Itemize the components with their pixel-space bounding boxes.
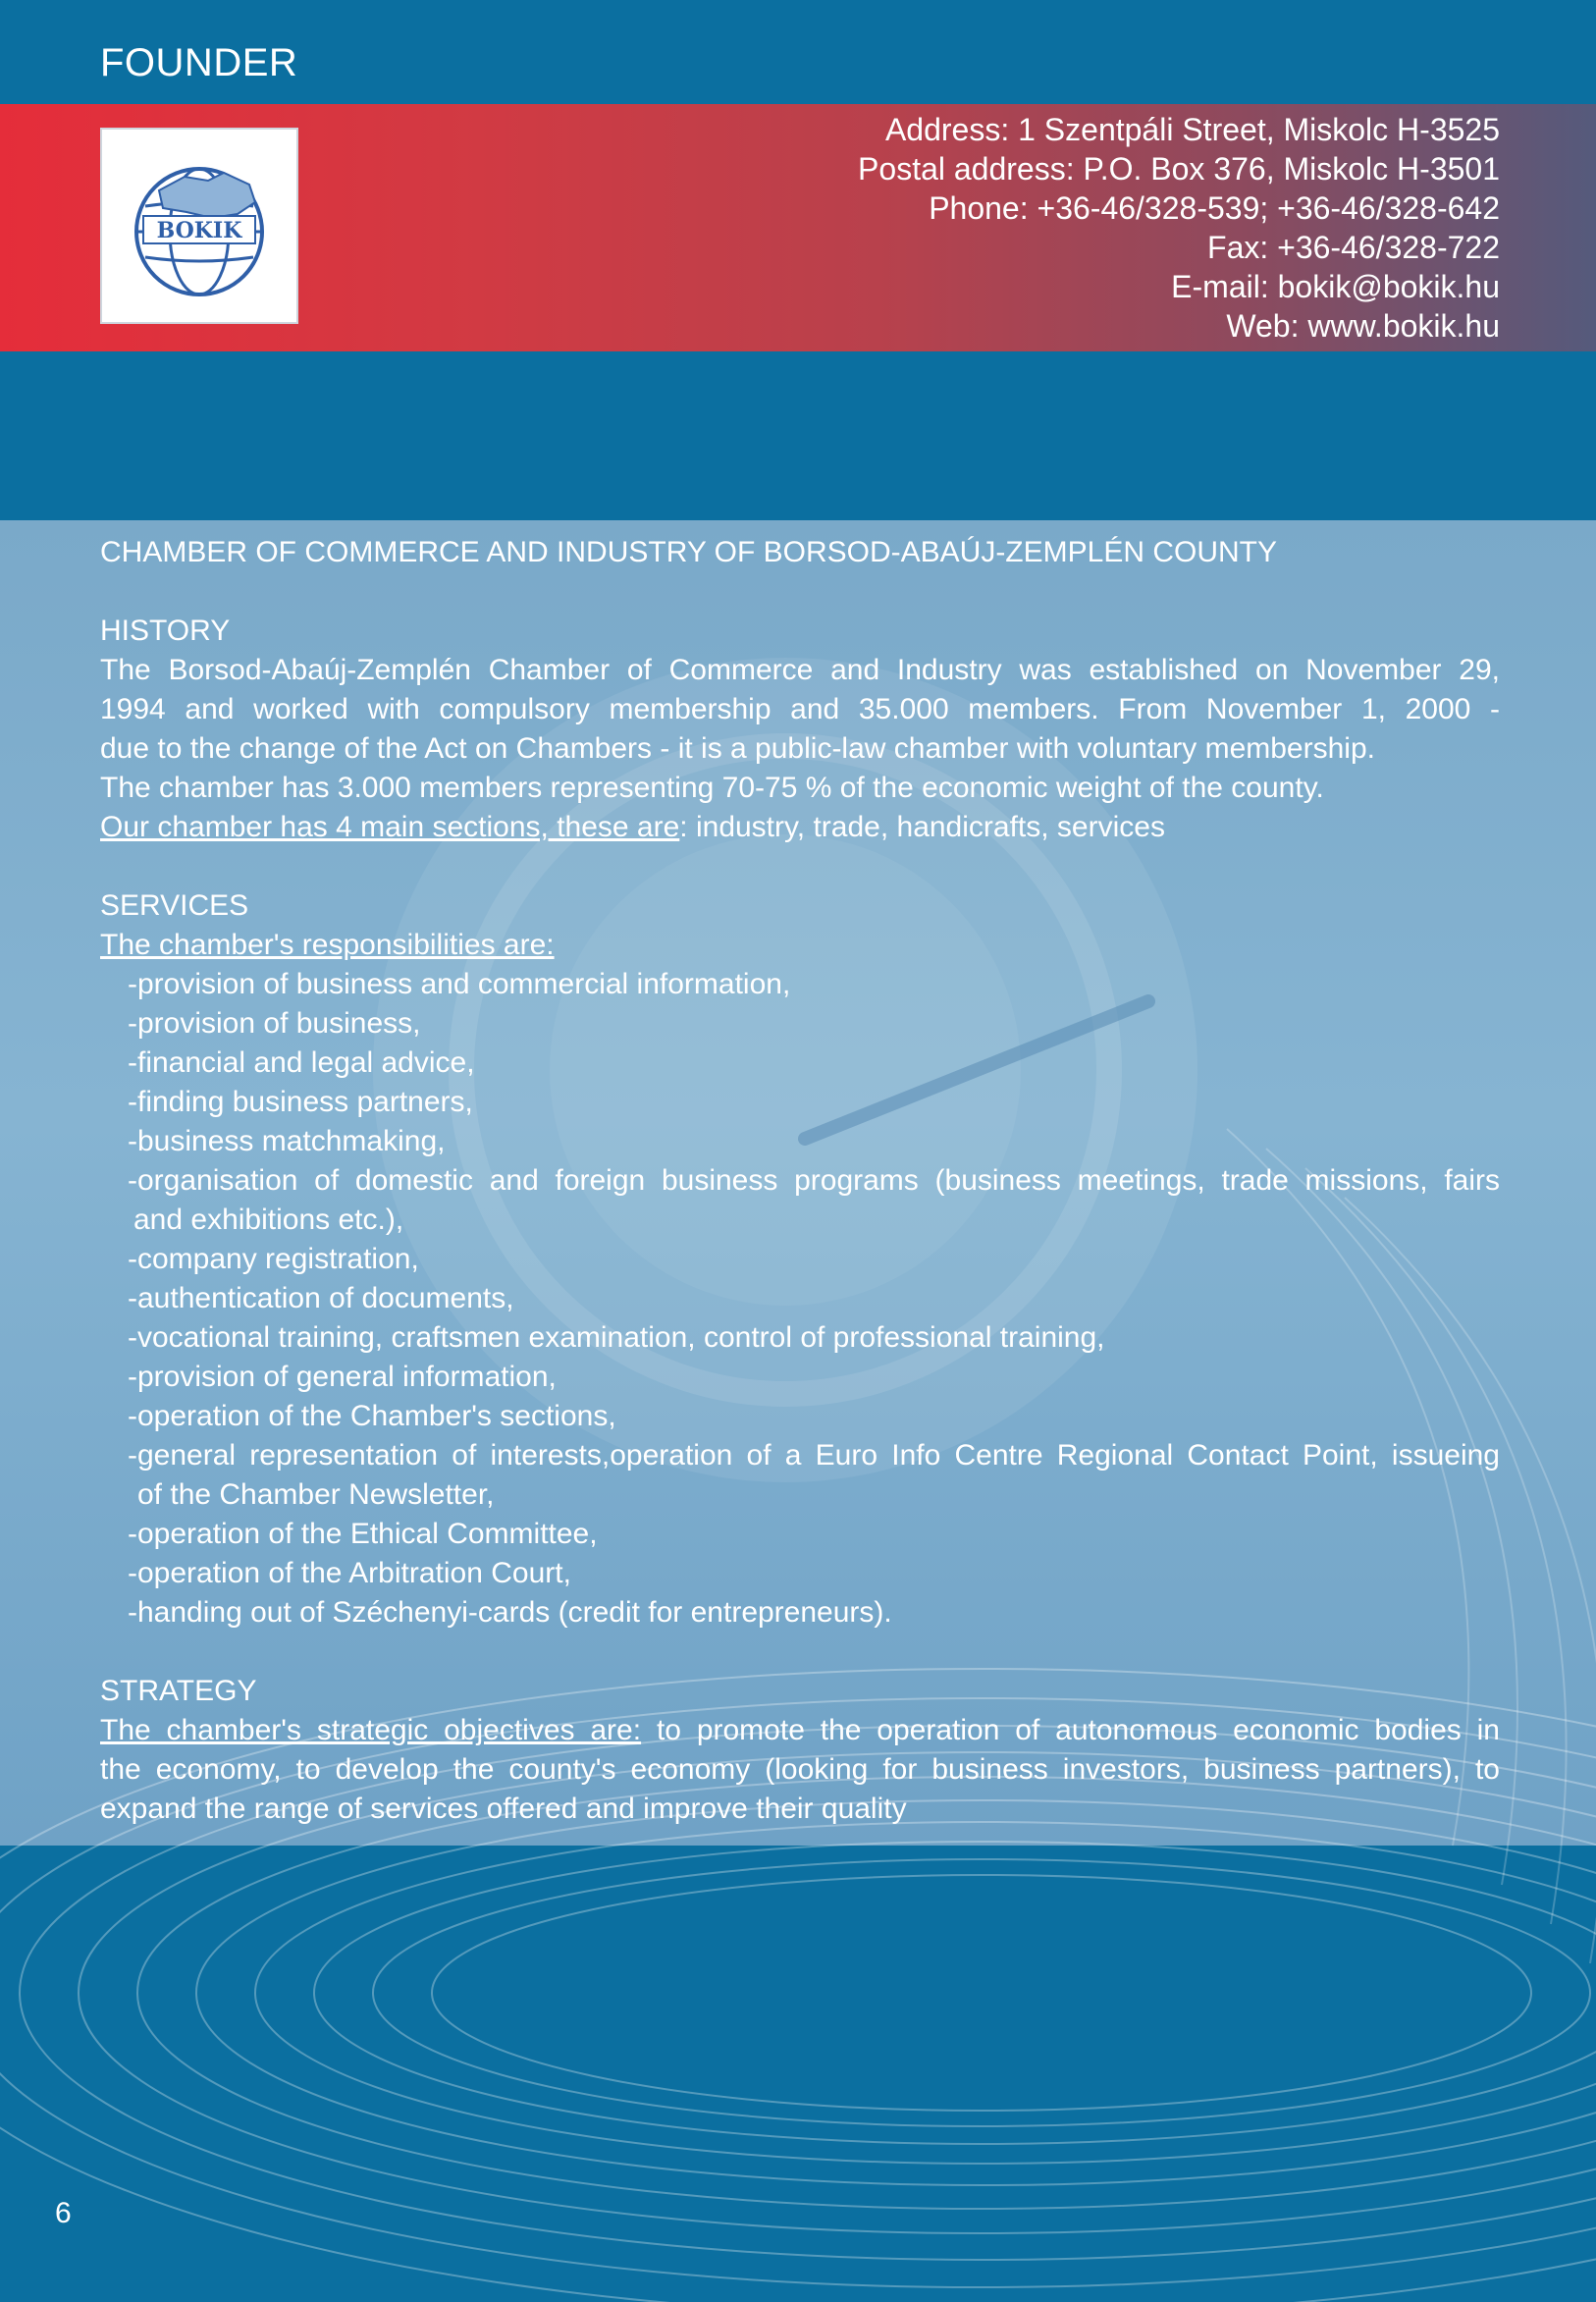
service-item: -provision of business, [128, 1007, 421, 1040]
service-item-continued: of the Chamber Newsletter, [137, 1478, 495, 1511]
service-item-continued: and exhibitions etc.), [133, 1204, 404, 1236]
service-item: -organisation of domestic and foreign business programs (business meetings, trade missions, fairs [128, 1164, 1500, 1197]
strategy-line-2: the economy, to develop the county's economy (looking for business investors, business partners), to [100, 1753, 1500, 1786]
contact-postal: Postal address: P.O. Box 376, Miskolc H-3501 [858, 151, 1500, 187]
service-item: -authentication of documents, [128, 1282, 514, 1314]
sections-list: : industry, trade, handicrafts, services [679, 811, 1165, 843]
contact-web[interactable]: Web: www.bokik.hu [1226, 308, 1500, 344]
sections-intro: Our chamber has 4 main sections, these are [100, 811, 680, 843]
history-line-1: The Borsod-Abaúj-Zemplén Chamber of Commerce and Industry was established on November 29, [100, 654, 1500, 686]
history-line-4: The chamber has 3.000 members representing 70-75 % of the economic weight of the county. [100, 772, 1324, 804]
strategy-line-1 [100, 1711, 1500, 1750]
history-line-2: 1994 and worked with compulsory membership and 35.000 members. From November 1, 2000 - [100, 693, 1500, 725]
service-item: -general representation of interests,operation of a Euro Info Centre Regional Contact Point, issueing [128, 1439, 1500, 1472]
globe-logo-icon [102, 130, 296, 322]
services-intro: The chamber's responsibilities are: [100, 929, 555, 961]
service-item: -vocational training, craftsmen examination, control of professional training, [128, 1321, 1105, 1354]
main-content [100, 533, 1500, 1829]
contact-phone: Phone: +36-46/328-539; +36-46/328-642 [929, 190, 1500, 226]
bokik-logo [100, 128, 298, 324]
strategy-line-1-rest: to promote the operation of autonomous economic bodies in [641, 1714, 1500, 1746]
service-item: -operation of the Arbitration Court, [128, 1557, 571, 1589]
service-item: -handing out of Széchenyi-cards (credit for entrepreneurs). [128, 1596, 892, 1629]
strategy-intro: The chamber's strategic objectives are: [100, 1714, 642, 1746]
section-label: FOUNDER [100, 41, 298, 84]
blue-band [0, 351, 1596, 520]
services-heading: SERVICES [100, 889, 249, 922]
contact-fax: Fax: +36-46/328-722 [1207, 230, 1500, 265]
service-item: -company registration, [128, 1243, 419, 1275]
contact-address: Address: 1 Szentpáli Street, Miskolc H-3525 [884, 112, 1500, 147]
service-item: -finding business partners, [128, 1086, 473, 1118]
contact-block [616, 110, 1500, 346]
page-number: 6 [55, 2197, 72, 2229]
service-item: -provision of business and commercial information, [128, 968, 791, 1000]
service-item: -financial and legal advice, [128, 1046, 475, 1079]
history-heading: HISTORY [100, 615, 231, 647]
chamber-title: CHAMBER OF COMMERCE AND INDUSTRY OF BORSOD-ABAÚJ-ZEMPLÉN COUNTY [100, 536, 1278, 568]
logo-text: BOKIK [156, 218, 242, 243]
service-item: -business matchmaking, [128, 1125, 446, 1157]
contact-email[interactable]: E-mail: bokik@bokik.hu [1171, 269, 1500, 304]
strategy-line-3: expand the range of services offered and improve their quality [100, 1793, 907, 1825]
history-line-3: due to the change of the Act on Chambers - it is a public-law chamber with voluntary membership. [100, 732, 1375, 765]
service-item: -provision of general information, [128, 1361, 557, 1393]
service-item: -operation of the Chamber's sections, [128, 1400, 616, 1432]
service-item: -operation of the Ethical Committee, [128, 1518, 598, 1550]
strategy-heading: STRATEGY [100, 1675, 257, 1707]
history-sections [100, 808, 1500, 847]
